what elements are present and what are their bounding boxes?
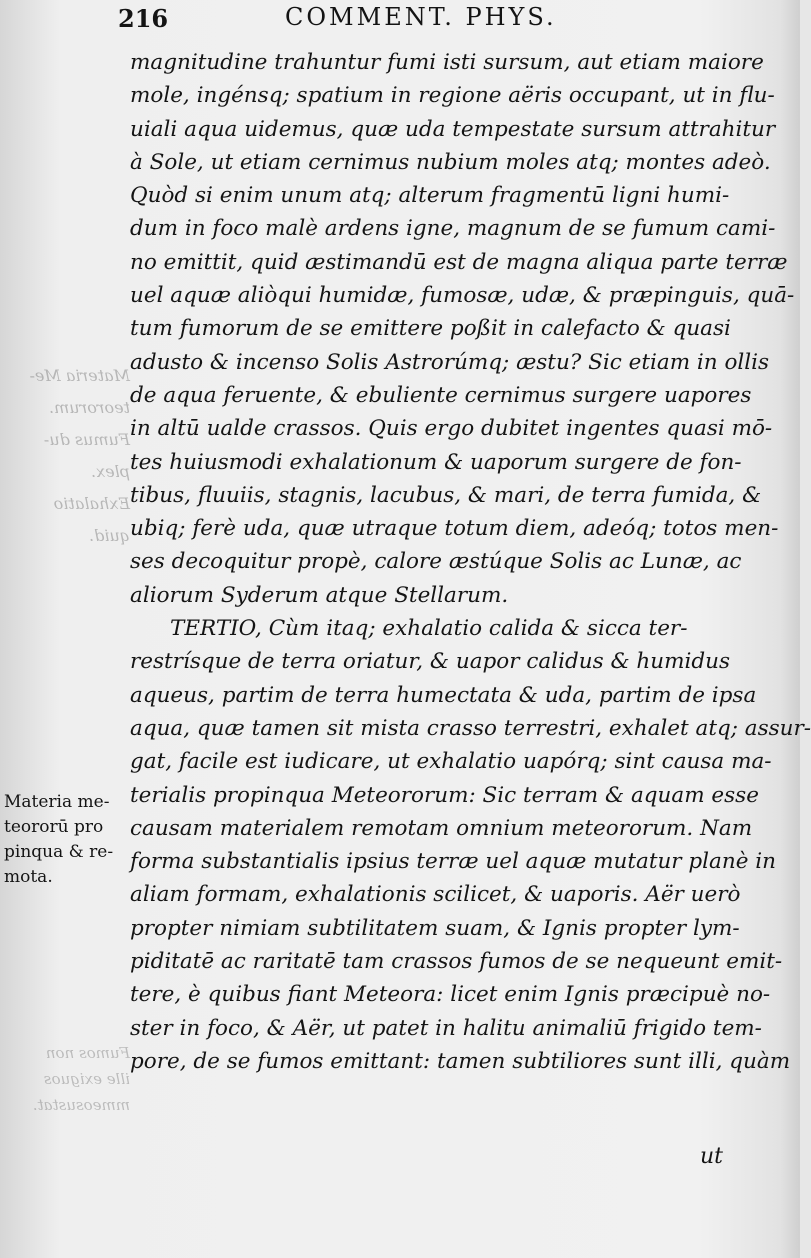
text-line: gat, facile est iudicare, ut exhalatio uapórq; sint causa ma- [130,749,772,775]
text-line: ster in foco, & Aër, ut patet in halitu animaliū frigido tem- [130,1015,762,1041]
text-line: restrísque de terra oriatur, & uapor calidus & humidus [130,649,731,675]
text-line: terialis propinqua Meteororum: Sic terram & aquam esse [130,782,759,808]
paragraph-start-line: TERTIO, Cùm itaq; exhalatio calida & sicca ter- [170,616,688,642]
marginal-note-line: Materia me- [4,792,110,812]
text-line: aliam formam, exhalationis scilicet, & uaporis. Aër uerò [130,882,741,908]
text-line: piditatē ac raritatē tam crassos fumos de se nequeunt emit- [130,949,783,975]
bleed-line: Fumos non [45,1044,130,1062]
text-line: tum fumorum de se emittere poßit in calefacto & quasi [130,316,731,342]
text-line: à Sole, ut etiam cernimus nubium moles atq; montes adeò. [130,149,771,175]
bleed-line: mmeosustat. [32,1096,130,1114]
text-line: mole, ingénsq; spatium in regione aëris occupant, ut in flu- [130,83,775,109]
text-line: tibus, fluuiis, stagnis, lacubus, & mari, de terra fumida, & [130,482,762,508]
marginal-note-line: teororū pro [4,817,104,837]
marginal-note [4,790,132,890]
bleed-line: ille exiguos [43,1070,130,1088]
running-head: COMMENT. PHYS. [285,3,557,31]
text-line: aqueus, partim de terra humectata & uda, partim de ipsa [130,682,757,708]
text-line: de aqua feruente, & ebuliente cernimus surgere uapores [130,382,752,408]
text-line: aqua, quæ tamen sit mista crasso terrestri, exhalet atq; assur- [130,715,811,741]
text-line: Quòd si enim unum atq; alterum fragmentū ligni humi- [130,183,730,209]
text-line: aliorum Syderum atque Stellarum. [130,582,509,608]
text-line: causam materialem remotam omnium meteororum. Nam [130,815,753,841]
bleed-line: teororum. [48,398,130,417]
marginal-note-line: pinqua & re- [4,842,114,862]
text-line: propter nimiam subtilitatem suam, & Ignis propter lym- [130,915,740,941]
text-line: tere, è quibus fiant Meteora: licet enim Ignis præcipuè no- [130,982,771,1008]
text-line: ses decoquitur propè, calore æstúque Solis ac Lunæ, ac [130,549,742,575]
body-text [130,46,811,1078]
bleed-line: Fumus du- [43,430,130,449]
text-line: adusto & incenso Solis Astrorúmq; æstu? Sic etiam in ollis [130,349,770,375]
text-line: uel aquæ aliòqui humidæ, fumosæ, udæ, & præpinguis, quā- [130,283,795,309]
catchword: ut [700,1144,724,1169]
bleed-through-text-bottom [0,1040,130,1120]
bleed-line: Exhalatio [53,494,130,513]
bleed-line: quid. [89,526,130,545]
page-number: 216 [118,4,169,33]
text-line: forma substantialis ipsius terræ uel aquæ mutatur planè in [130,849,777,875]
bleed-through-text [0,360,130,560]
text-line: tes huiusmodi exhalationum & uaporum surgere de fon- [130,449,742,475]
text-line: ubiq; ferè uda, quæ utraque totum diem, adeóq; totos men- [130,516,779,542]
bleed-line: plex. [91,462,130,481]
text-line: in altū ualde crassos. Quis ergo dubitet ingentes quasi mō- [130,416,773,442]
bleed-line: Materia Me- [29,366,130,385]
text-line: dum in foco malè ardens igne, magnum de se fumum cami- [130,216,776,242]
text-line: no emittit, quid æstimandū est de magna aliqua parte terræ [130,249,788,275]
text-line: uiali aqua uidemus, quæ uda tempestate sursum attrahitur [130,116,776,142]
text-line: pore, de se fumos emittant: tamen subtiliores sunt illi, quàm [130,1048,791,1074]
marginal-note-line: mota. [4,867,53,887]
text-line: magnitudine trahuntur fumi isti sursum, aut etiam maiore [130,50,764,75]
